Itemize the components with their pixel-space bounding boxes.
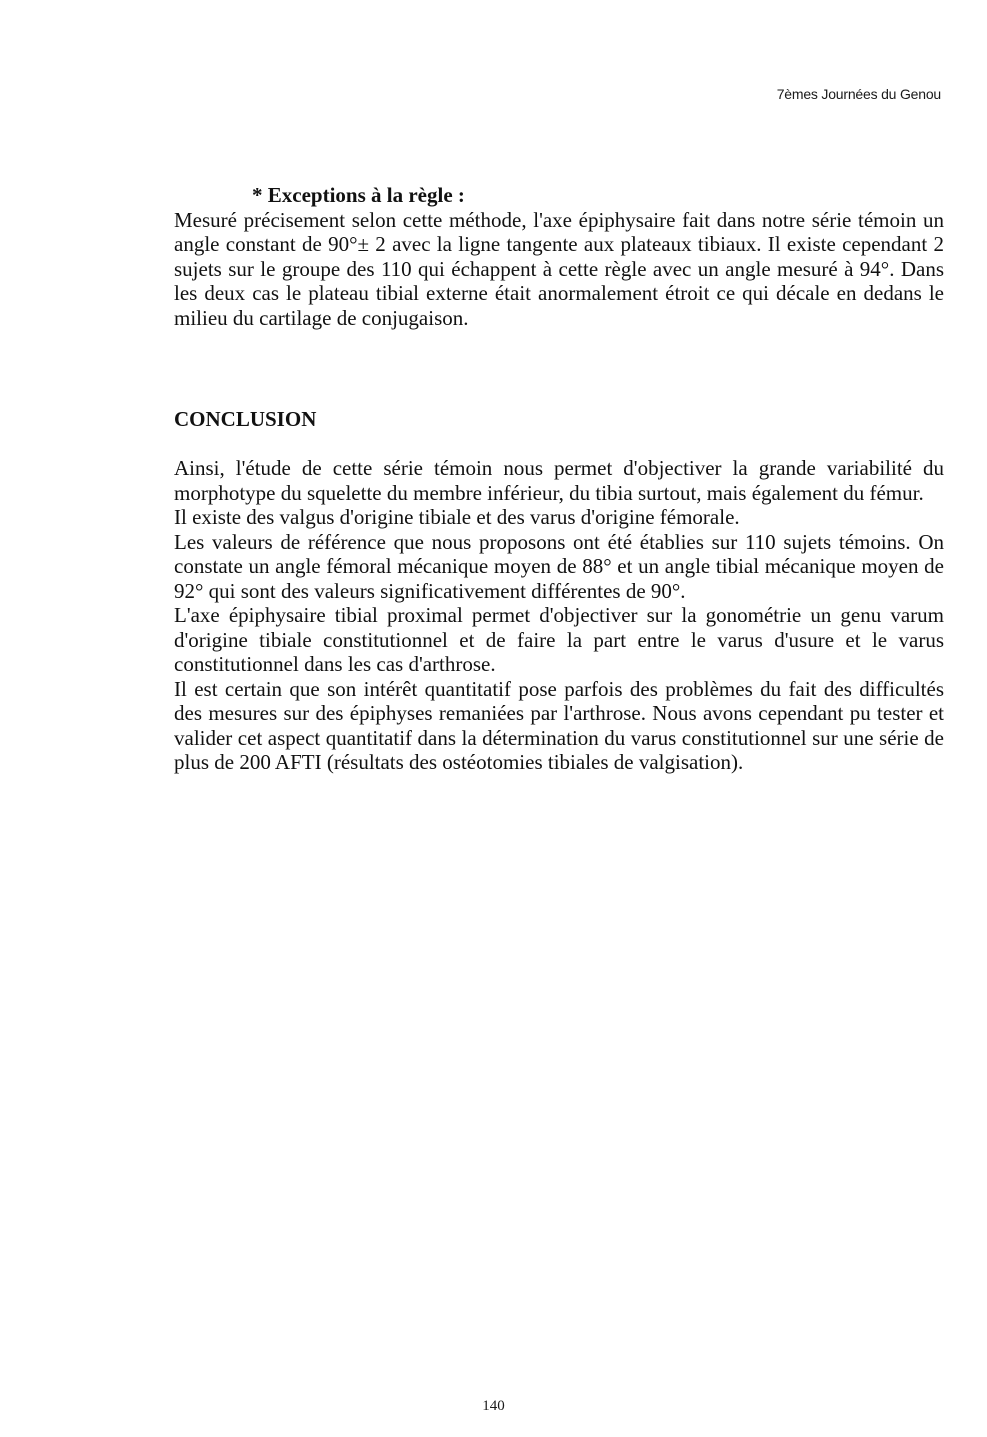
conclusion-paragraph: Les valeurs de référence que nous proposons ont été établies sur 110 sujets témoins. On constate un angle fémoral mécanique moyen de 88° et un angle tibial mécanique moyen de 92° qui sont des valeurs significativement différentes de 90°. — [174, 529, 944, 603]
exceptions-paragraph: Mesuré précisement selon cette méthode, l'axe épiphysaire fait dans notre série témoin un angle constant de 90°± 2 avec la ligne tangente aux plateaux tibiaux. Il existe cependant 2 sujets sur le groupe des 110 qui échappent à cette règle avec un angle mesuré à 94°. Dans les deux cas le plateau tibial externe était anormalement étroit ce qui décale en dedans le milieu du cartilage de conjugaison. — [174, 207, 944, 330]
exceptions-heading: * Exceptions à la règle : — [252, 183, 465, 207]
conclusion-paragraph: L'axe épiphysaire tibial proximal permet d'objectiver sur la gonométrie un genu varum d'origine tibiale constitutionnel et de faire la part entre le varus d'usure et le varus constitutionnel dans les cas d'arthrose. — [174, 603, 944, 676]
conclusion-paragraph: Il existe des valgus d'origine tibiale et des varus d'origine fémorale. — [174, 505, 740, 529]
conclusion-paragraph: Il est certain que son intérêt quantitatif pose parfois des problèmes du fait des difficultés des mesures sur des épiphyses remaniées par l'arthrose. Nous avons cependant pu tester et valider cet aspect quantitatif dans la détermination du varus constitutionnel sur une série de plus de 200 AFTI (résultats des ostéotomies tibiales de valgisation). — [174, 676, 944, 774]
conclusion-body — [174, 456, 944, 775]
exceptions-section — [174, 183, 944, 330]
page-number: 140 — [482, 1398, 505, 1414]
running-header: 7èmes Journées du Genou — [776, 86, 941, 102]
conclusion-paragraph: Ainsi, l'étude de cette série témoin nous permet d'objectiver la grande variabilité du morphotype du squelette du membre inférieur, du tibia surtout, mais également du fémur. — [174, 456, 944, 505]
conclusion-title: CONCLUSION — [174, 407, 317, 431]
